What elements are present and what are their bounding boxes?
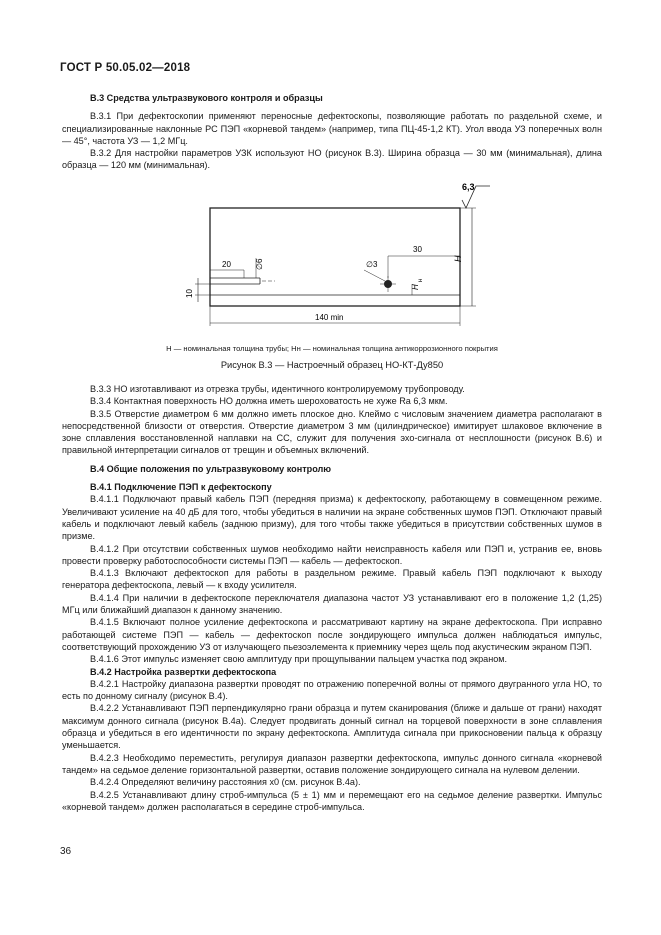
paragraph-b4-1-1: B.4.1.1 Подключают правый кабель ПЭП (передняя призма) к дефектоскопу, работающему в совмещенном режиме. Увеличивают усиление на 40 дБ для того, чтобы убедиться в наличии на экране собственных шумов ПЭП. Отключают правый кабель и подключают левый кабель (заднюю призму), для того чтобы также убедиться в присутствии собственных шумов в призме. [62, 494, 602, 542]
dim-10-label: 10 [185, 289, 194, 298]
paragraph-b4-2-3: B.4.2.3 Необходимо переместить, регулируя диапазон развертки дефектоскопа, импульс донного сигнала «корневой тандем» на седьмое деление горизонтальной развертки, оставив положение зондирующего сигнала на нулевом делении. [62, 752, 602, 775]
page-number: 36 [60, 846, 72, 857]
subsection-b4-2-title: B.4.2 Настройка развертки дефектоскопа [90, 666, 277, 677]
dim-hn-subscript: н [418, 278, 424, 282]
dim-20-label: 20 [222, 260, 231, 269]
dim-140-label: 140 min [315, 313, 344, 322]
paragraph-b3-2: B.3.2 Для настройки параметров УЗК используют НО (рисунок В.3). Ширина образца — 30 мм (минимальная), длина образца — 120 мм (минимальная). [62, 148, 602, 171]
dim-d3-leader [364, 270, 385, 281]
section-b3-top [62, 92, 602, 172]
paragraph-b4-2-1: B.4.2.1 Настройку диапазона развертки проводят по отражению поперечной волны от прямого двугранного угла НО, то есть по донному сигналу (рисунок В.4). [62, 678, 602, 702]
figure-b3-drawing [150, 178, 530, 338]
paragraph-b4-2-4: B.4.2.4 Определяют величину расстояния x0 (см. рисунок В.4а). [90, 777, 361, 788]
paragraph-b4-2-5: B.4.2.5 Устанавливают длину строб-импульса (5 ± 1) мм и перемещают его на седьмое деление развертки. Импульс «корневой тандем» должен располагаться в середине строб-импульса. [62, 789, 602, 812]
paragraph-b4-1-2: B.4.1.2 При отсутствии собственных шумов необходимо найти неисправность кабеля или ПЭП и, устранив ее, вновь провести проверку работоспособности системы ПЭП — кабель — дефектоскоп. [62, 543, 602, 566]
section-b3-title: B.3 Средства ультразвукового контроля и образцы [90, 93, 323, 103]
paragraph-b3-5: B.3.5 Отверстие диаметром 6 мм должно иметь плоское дно. Клеймо с числовым значением диаметра располагают в непосредственной близости от отверстия. Отверстие диаметром 3 мм (цилиндрическое) имитирует шлаковое включение в зоне сплавления восстановленной наплавки на СС, служит для получения эхо-сигнала от несплошности (рисунок В.6) и правильной интерпретации сигналов от трещин и объемных включений. [62, 408, 602, 456]
paragraph-b3-1: B.3.1 При дефектоскопии применяют переносные дефектоскопы, позволяющие работать по раздельной схеме, и специализированные наклонные РС ПЭП «корневой тандем» (например, типа ПЦ-45-1,2 КТ). Угол ввода УЗ поперечных волн — 45°, частота УЗ — 1,2 МГц. [62, 111, 602, 146]
section-b4-title: B.4 Общие положения по ультразвуковому контролю [90, 463, 332, 474]
paragraph-b4-1-4: B.4.1.4 При наличии в дефектоскопе переключателя диапазона частот УЗ устанавливают его в положение 1,2 (1,25) МГц или ближайший диапазон к данному значению. [62, 592, 602, 616]
dim-h-label: H [453, 255, 463, 262]
roughness-label: 6,3 [462, 182, 475, 192]
dim-30-label: 30 [413, 245, 422, 254]
paragraph-b4-1-5: B.4.1.5 Включают полное усиление дефектоскопа и рассматривают картину на экране дефектоскопа. При исправно работающей системе ПЭП — кабель — дефектоскоп после зондирующего импульса должен наблюдаться импульс, соответствующий прохождению УЗ от излучающего пьезоэлемента к приемнику через щель под акустическим экраном ПЭП. [62, 617, 602, 652]
figure-caption: Рисунок В.3 — Настроечный образец НО-КТ-Ду850 [220, 360, 444, 370]
subsection-b4-1-title: B.4.1 Подключение ПЭП к дефектоскопу [90, 482, 272, 493]
paragraph-b4-1-3: B.4.1.3 Включают дефектоскоп для работы в раздельном режиме. Правый кабель ПЭП подключают к выходу генератора дефектоскопа, левый — к входу усилителя. [62, 568, 602, 591]
paragraph-b3-3: B.3.3 НО изготавливают из отрезка трубы, идентичного контролируемому трубопроводу. [90, 384, 465, 394]
paragraph-b4-2-2: B.4.2.2 Устанавливают ПЭП перпендикулярно грани образца и путем сканирования (ближе и дальше от грани) находят максимум донного сигнала (рисунок В.4а). Следует продвигать донный сигнал на торцевой поверхности в зоне сплавления образца и убедиться в его идентичности по экрану дефектоскопа. Амплитуда сигнала при прикосновении пальца к образцу уменьшается. [62, 703, 602, 751]
document-header: ГОСТ Р 50.05.02—2018 [60, 62, 191, 74]
section-b3-bottom [62, 383, 602, 813]
dim-hn-label: H [411, 284, 420, 290]
paragraph-b4-1-6: B.4.1.6 Этот импульс изменяет свою амплитуду при прощупывании пальцем участка под экраном. [90, 654, 508, 665]
paragraph-b3-4: B.3.4 Контактная поверхность НО должна иметь шероховатость не хуже Ra 6,3 мкм. [90, 396, 448, 407]
dim-d6-label: ∅6 [255, 258, 264, 270]
figure-legend: H — номинальная толщина трубы; Hн — номинальная толщина антикоррозионного покрытия [166, 344, 498, 353]
dim-d3-label: ∅3 [366, 260, 378, 269]
specimen-outline [210, 208, 460, 306]
